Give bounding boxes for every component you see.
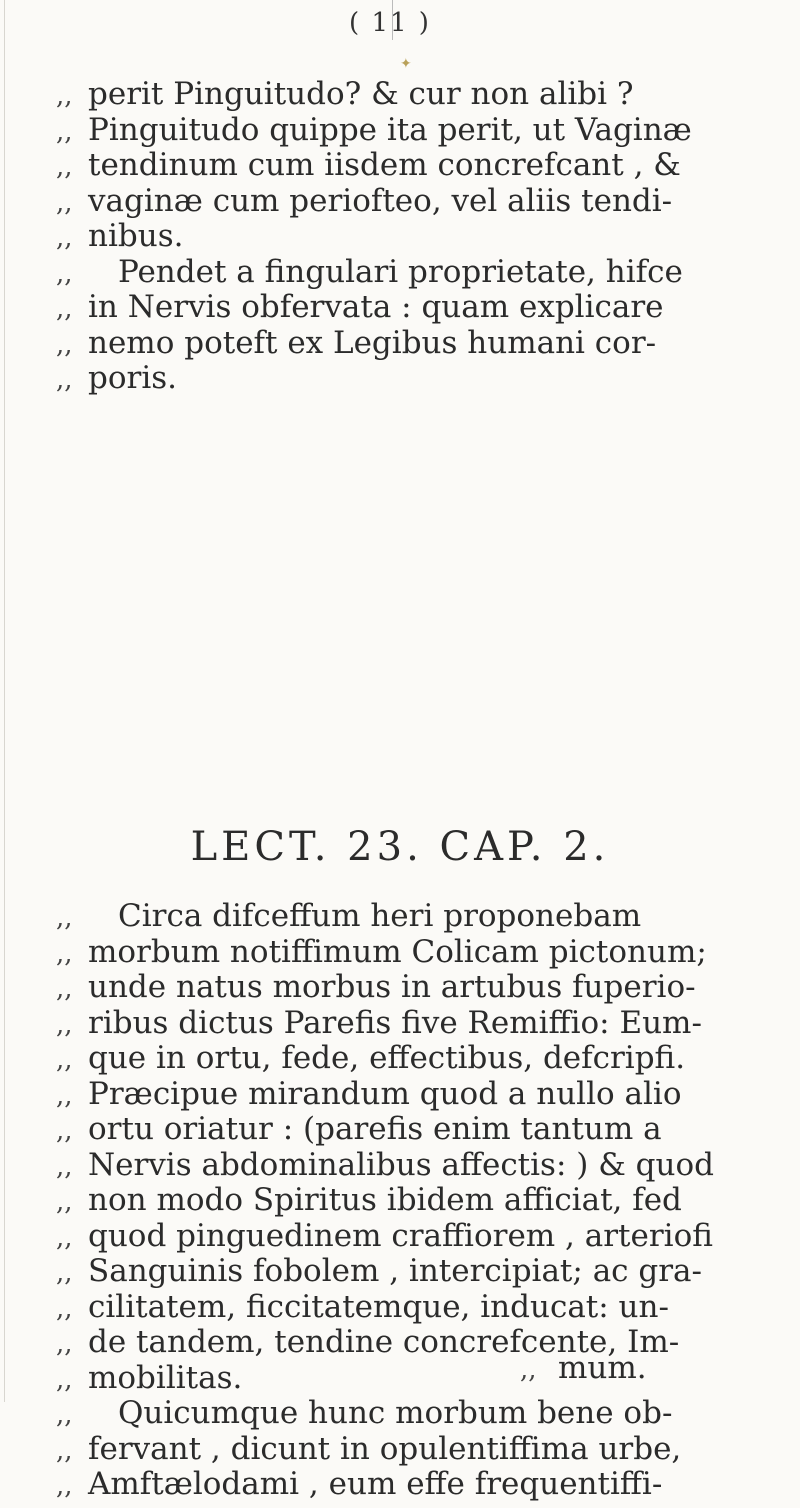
line-text: mobilitas. [88, 1359, 243, 1396]
catchword [520, 1350, 647, 1386]
line-text: ribus dictus Parefis five Remiffio: Eum- [88, 1004, 702, 1041]
line-text: Sanguinis fobolem , intercipiat; ac gra- [88, 1253, 703, 1289]
quote-mark: ,, [56, 1045, 73, 1075]
line-text: de tandem, tendine concrefcente, Im- [88, 1324, 680, 1360]
quote-mark: ,, [56, 1009, 73, 1040]
quote-mark: ,, [56, 1364, 73, 1395]
line-text: Amftælodami , eum effe frequentiffi- [88, 1466, 663, 1502]
line-text: cilitatem, ficcitatemque, inducat: un- [88, 1288, 669, 1325]
quote-mark: ,, [56, 1080, 73, 1111]
quote-mark: ,, [520, 1355, 537, 1385]
line-text: tendinum cum iisdem concrefcant , & [88, 147, 681, 183]
quote-mark: ,, [56, 1258, 73, 1288]
line-text: non modo Spiritus ibidem afficiat, fed [88, 1182, 682, 1218]
line-text: Præcipue mirandum quod a nullo alio [88, 1075, 682, 1112]
quote-mark: ,, [56, 1400, 73, 1430]
text-line [56, 1462, 662, 1506]
quote-mark: ,, [56, 81, 73, 111]
line-text: nemo poteft ex Legibus humani cor- [88, 324, 657, 361]
quote-mark: ,, [56, 1293, 73, 1324]
line-text: que in ortu, fede, effectibus, defcripfi. [88, 1040, 686, 1076]
quote-mark: ,, [56, 974, 73, 1004]
line-text: nibus. [88, 218, 184, 254]
quote-mark: ,, [56, 1435, 73, 1466]
line-text: fervant , dicunt in opulentiffima urbe, [88, 1430, 682, 1467]
line-text: perit Pinguitudo? & cur non alibi ? [88, 76, 634, 112]
line-text: poris. [88, 360, 178, 396]
quote-mark: ,, [56, 1151, 73, 1182]
line-text: Pendet a fingulari proprietate, hifce [118, 253, 683, 290]
quote-mark: ,, [56, 294, 73, 324]
quote-mark: ,, [56, 258, 73, 289]
page-edge-rule [4, 0, 5, 1402]
catchword-text: mum. [558, 1350, 647, 1386]
quote-mark: ,, [56, 1116, 73, 1146]
line-text: Pinguitudo quippe ita perit, ut Vaginæ [88, 111, 692, 148]
quote-mark: ,, [56, 1187, 73, 1217]
line-text: unde natus morbus in artubus fuperio- [88, 969, 696, 1005]
quote-mark: ,, [56, 116, 73, 147]
ink-fleck: ✦ [400, 56, 412, 72]
line-text: morbum notiffimum Colicam pictonum; [88, 933, 707, 970]
quote-mark: ,, [56, 187, 73, 218]
page-number: ( 11 ) [349, 8, 431, 38]
line-text: ortu oriatur : (parefis enim tantum a [88, 1111, 662, 1147]
line-text: quod pinguedinem craffiorem , arteriofi [88, 1217, 713, 1254]
line-text: Circa difceffum heri proponebam [118, 898, 642, 934]
line-text: Nervis abdominalibus affectis: ) & quod [88, 1146, 714, 1183]
quote-mark: ,, [56, 938, 73, 969]
quote-mark: ,, [56, 903, 73, 933]
quote-mark: ,, [56, 1329, 73, 1359]
quote-mark: ,, [56, 223, 73, 253]
line-text: in Nervis obfervata : quam explicare [88, 289, 664, 325]
text-line [56, 356, 177, 400]
quote-mark: ,, [56, 1222, 73, 1253]
line-text: vaginæ cum periofteo, vel aliis tendi- [88, 182, 673, 219]
section-heading: LECT. 23. CAP. 2. [190, 824, 610, 870]
quote-mark: ,, [56, 1471, 73, 1501]
line-text: Quicumque hunc morbum bene ob- [118, 1395, 673, 1431]
quote-mark: ,, [56, 152, 73, 182]
quote-mark: ,, [56, 365, 73, 395]
quote-mark: ,, [56, 329, 73, 360]
